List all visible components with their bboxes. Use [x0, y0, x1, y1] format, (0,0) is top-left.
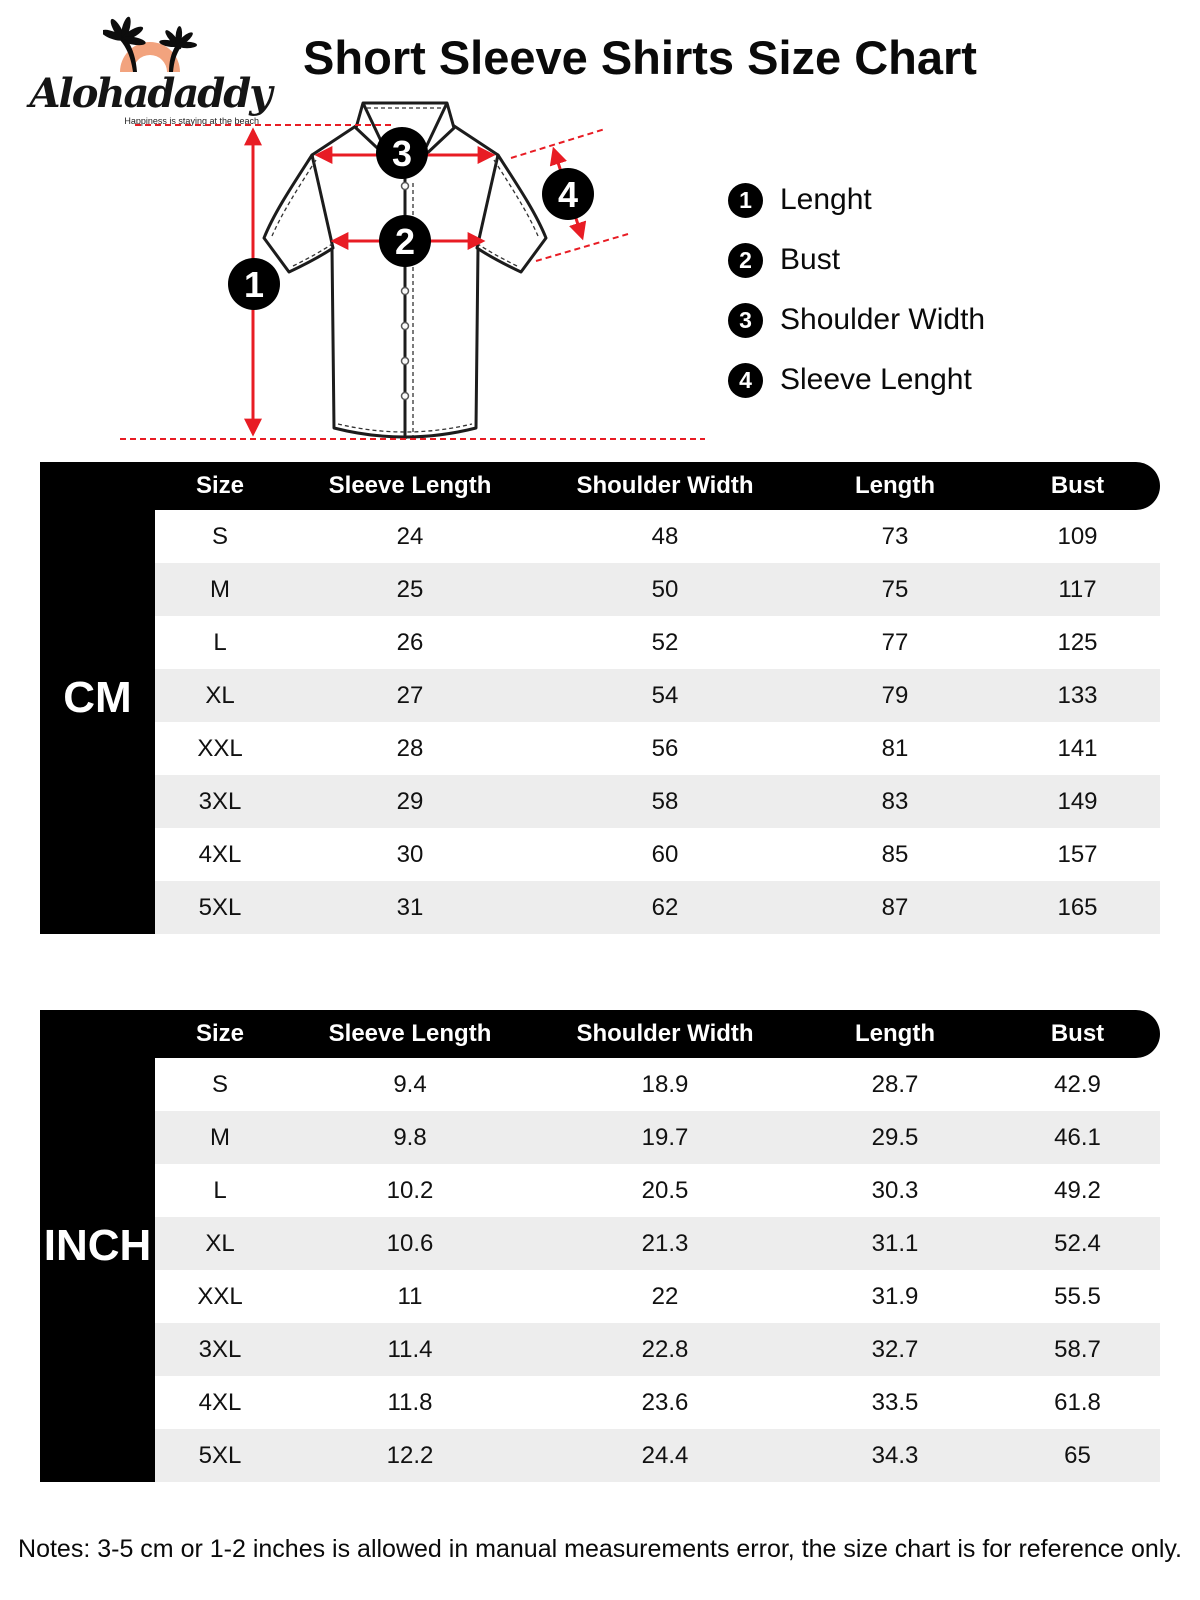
size-cell: XL — [205, 1229, 235, 1257]
size-cell: 5XL — [198, 1441, 242, 1469]
column-header: Sleeve Length — [328, 472, 492, 499]
table-row — [40, 669, 1160, 722]
size-cell: 3XL — [198, 787, 242, 815]
value-cell: 77 — [881, 628, 909, 656]
value-cell: 33.5 — [871, 1388, 919, 1416]
legend-number-badge: 3 — [728, 303, 763, 338]
table-header — [40, 462, 1160, 510]
notes-text: Notes: 3-5 cm or 1-2 inches is allowed in manual measurements error, the size chart is for reference only. — [18, 1535, 1182, 1563]
column-header: Shoulder Width — [576, 472, 754, 499]
column-header: Bust — [1050, 472, 1105, 499]
value-cell: 28.7 — [871, 1070, 919, 1098]
value-cell: 31.9 — [871, 1282, 919, 1310]
value-cell: 157 — [1057, 840, 1098, 868]
size-table-cm — [40, 462, 1160, 934]
column-header: Length — [855, 1020, 935, 1047]
value-cell: 117 — [1058, 575, 1097, 603]
value-cell: 11.4 — [387, 1335, 433, 1363]
size-cell: L — [213, 628, 227, 656]
unit-label: CM — [40, 462, 155, 934]
value-cell: 52.4 — [1054, 1229, 1101, 1257]
legend-item — [728, 362, 985, 398]
brand-name: Alohadaddy — [29, 70, 271, 117]
column-header: Length — [855, 472, 935, 499]
value-cell: 31 — [396, 893, 424, 921]
badge-3: 3 — [391, 133, 413, 174]
shirt-measurement-diagram — [60, 98, 720, 455]
value-cell: 18.9 — [641, 1070, 689, 1098]
value-cell: 58 — [651, 787, 679, 815]
value-cell: 9.4 — [393, 1070, 427, 1098]
size-cell: XXL — [197, 1282, 243, 1310]
value-cell: 10.2 — [386, 1176, 434, 1204]
value-cell: 32.7 — [871, 1335, 919, 1363]
value-cell: 55.5 — [1054, 1282, 1101, 1310]
value-cell: 87 — [881, 893, 909, 921]
value-cell: 30.3 — [871, 1176, 919, 1204]
size-cell: S — [211, 1070, 228, 1098]
value-cell: 21.3 — [641, 1229, 689, 1257]
value-cell: 165 — [1057, 893, 1098, 921]
value-cell: 9.8 — [393, 1123, 427, 1151]
legend-label: Sleeve Lenght — [780, 363, 972, 396]
value-cell: 10.6 — [386, 1229, 434, 1257]
size-cell: S — [211, 522, 228, 550]
table-row — [40, 775, 1160, 828]
column-header: Sleeve Length — [328, 1020, 492, 1047]
size-cell: XL — [205, 681, 235, 709]
badge-4: 4 — [557, 174, 579, 215]
value-cell: 141 — [1057, 734, 1098, 762]
legend-label: Lenght — [780, 183, 872, 216]
value-cell: 65 — [1064, 1441, 1091, 1469]
legend-item — [728, 182, 985, 218]
table-row — [40, 1270, 1160, 1323]
value-cell: 50 — [651, 575, 679, 603]
legend-number-badge: 2 — [728, 243, 763, 278]
value-cell: 79 — [881, 681, 909, 709]
page-title: Short Sleeve Shirts Size Chart — [303, 31, 977, 84]
table-row — [40, 616, 1160, 669]
size-table-inch — [40, 1010, 1160, 1482]
value-cell: 20.5 — [641, 1176, 689, 1204]
table-row — [40, 1429, 1160, 1482]
value-cell: 49.2 — [1054, 1176, 1101, 1204]
column-header: Shoulder Width — [576, 1020, 754, 1047]
table-row — [40, 1164, 1160, 1217]
value-cell: 28 — [396, 734, 424, 762]
legend-label: Bust — [780, 243, 841, 276]
value-cell: 24.4 — [641, 1441, 689, 1469]
value-cell: 29 — [396, 787, 424, 815]
value-cell: 109 — [1057, 522, 1098, 550]
value-cell: 61.8 — [1054, 1388, 1101, 1416]
column-header: Size — [195, 472, 245, 499]
unit-label: INCH — [40, 1010, 155, 1482]
value-cell: 133 — [1057, 681, 1098, 709]
size-cell: M — [210, 575, 230, 603]
value-cell: 22.8 — [641, 1335, 689, 1363]
brand-tagline: Happiness is staying at the beach — [124, 116, 259, 126]
value-cell: 22 — [651, 1282, 679, 1310]
value-cell: 85 — [881, 840, 909, 868]
table-row — [40, 563, 1160, 616]
legend-number-badge: 1 — [728, 183, 763, 218]
value-cell: 11 — [397, 1282, 423, 1310]
value-cell: 56 — [651, 734, 679, 762]
value-cell: 34.3 — [871, 1441, 919, 1469]
size-cell: 4XL — [198, 840, 242, 868]
table-row — [40, 828, 1160, 881]
value-cell: 46.1 — [1054, 1123, 1101, 1151]
value-cell: 30 — [396, 840, 424, 868]
value-cell: 73 — [881, 522, 909, 550]
value-cell: 29.5 — [871, 1123, 919, 1151]
legend-item — [728, 242, 985, 278]
size-cell: 3XL — [198, 1335, 242, 1363]
value-cell: 19.7 — [641, 1123, 689, 1151]
value-cell: 42.9 — [1054, 1070, 1101, 1098]
value-cell: 26 — [396, 628, 424, 656]
column-header: Bust — [1050, 1020, 1105, 1047]
table-row — [40, 510, 1160, 563]
table-row — [40, 1217, 1160, 1270]
value-cell: 31.1 — [871, 1229, 919, 1257]
value-cell: 54 — [651, 681, 679, 709]
value-cell: 75 — [881, 575, 909, 603]
value-cell: 23.6 — [641, 1388, 689, 1416]
value-cell: 125 — [1057, 628, 1098, 656]
size-cell: M — [210, 1123, 230, 1151]
value-cell: 58.7 — [1054, 1335, 1101, 1363]
value-cell: 12.2 — [386, 1441, 434, 1469]
table-row — [40, 881, 1160, 934]
legend-number-badge: 4 — [728, 363, 763, 398]
table-header — [40, 1010, 1160, 1058]
badge-1: 1 — [243, 264, 265, 305]
value-cell: 60 — [651, 840, 679, 868]
value-cell: 62 — [651, 893, 679, 921]
value-cell: 27 — [396, 681, 424, 709]
size-cell: 5XL — [198, 893, 242, 921]
palm-sunset-logo-icon — [103, 14, 198, 78]
table-row — [40, 1323, 1160, 1376]
table-row — [40, 1111, 1160, 1164]
table-row — [40, 1058, 1160, 1111]
value-cell: 149 — [1057, 787, 1098, 815]
value-cell: 48 — [651, 522, 679, 550]
size-cell: 4XL — [198, 1388, 242, 1416]
value-cell: 81 — [881, 734, 909, 762]
value-cell: 11.8 — [387, 1388, 433, 1416]
column-header: Size — [195, 1020, 245, 1047]
size-cell: XXL — [197, 734, 243, 762]
legend-label: Shoulder Width — [780, 303, 986, 336]
table-row — [40, 722, 1160, 775]
value-cell: 83 — [881, 787, 909, 815]
legend-item — [728, 302, 985, 338]
legend — [728, 182, 985, 422]
size-cell: L — [213, 1176, 227, 1204]
value-cell: 25 — [396, 575, 424, 603]
table-row — [40, 1376, 1160, 1429]
badge-2: 2 — [394, 221, 416, 262]
value-cell: 24 — [396, 522, 424, 550]
value-cell: 52 — [651, 628, 679, 656]
